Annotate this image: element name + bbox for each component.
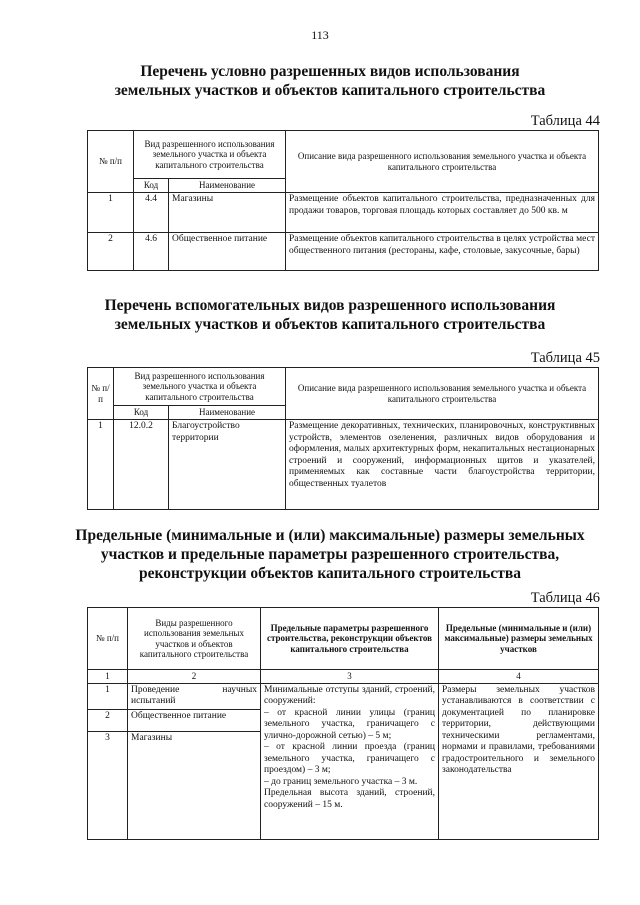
- header-num: № п/п: [88, 608, 128, 670]
- cell-num: 1: [88, 420, 114, 510]
- header-sizes: Предельные (минимальные и (или) максимальные) размеры земельных участков: [439, 608, 599, 670]
- cell-num: 1: [88, 193, 134, 233]
- header-description: Описание вида разрешенного использования земельного участка и объекта капитального строительства: [286, 368, 599, 420]
- cell-sizes: Размеры земельных участков устанавливаются в соответствии с документацией по планировке территории, действующими техническими регламентами, нормами и правилами, требованиями градостроительного и земельного законодательства: [439, 683, 599, 839]
- section3-title-line: участков и предельные параметры разрешенного строительства,: [100, 546, 560, 563]
- cell-params: [261, 683, 439, 839]
- section2-title: [60, 296, 600, 334]
- header-name: Наименование: [169, 179, 286, 193]
- cell-name: Проведение научных испытаний: [128, 683, 261, 709]
- cell-code: 4.4: [134, 193, 169, 233]
- cell-description: Размещение объектов капитального строительства в целях устройства мест общественного питания (рестораны, кафе, столовые, закусочные, бары): [286, 233, 599, 271]
- params-line: – до границ земельного участка – 3 м.: [264, 776, 418, 787]
- params-line: – от красной линии улицы (границ земельного участка, граничащего с улично-дорожной сетью) – 5 м;: [264, 707, 435, 741]
- table-row: [88, 683, 599, 709]
- table-row: [88, 420, 599, 510]
- header-num: № п/п: [88, 131, 134, 193]
- table44-label: Таблица 44: [530, 113, 600, 129]
- header-params: Предельные параметры разрешенного строительства, реконструкции объектов капитального строительства: [261, 608, 439, 670]
- cell-description: Размещение объектов капитального строительства, предназначенных для продажи товаров, торговая площадь которых составляет до 500 кв. м: [286, 193, 599, 233]
- cell-name: Общественное питание: [169, 233, 286, 271]
- section3-title-line: реконструкции объектов капитального строительства: [139, 565, 521, 582]
- table-44: [87, 130, 599, 271]
- section1-title: [60, 62, 600, 100]
- section3-title-line: Предельные (минимальные и (или) максимальные) размеры земельных: [75, 527, 585, 544]
- header-type-group: Вид разрешенного использования земельного участка и объекта капитального строительства: [134, 131, 286, 179]
- table-46: [87, 607, 599, 840]
- section3-title: [60, 526, 600, 583]
- cell-name: Магазины: [169, 193, 286, 233]
- header-description: Описание вида разрешенного использования земельного участка и объекта капитального строительства: [286, 131, 599, 193]
- table46-label: Таблица 46: [530, 590, 600, 606]
- section1-title-line: Перечень условно разрешенных видов использования: [140, 63, 520, 80]
- params-line: Предельная высота зданий, строений, сооружений – 15 м.: [264, 788, 435, 810]
- cell-num: 2: [88, 709, 128, 731]
- header-num: № п/п: [88, 368, 114, 420]
- section2-title-line: Перечень вспомогательных видов разрешенного использования: [104, 297, 556, 314]
- table-row: [88, 193, 599, 233]
- section1-title-line: земельных участков и объектов капитального строительства: [114, 82, 546, 99]
- header-code: Код: [114, 406, 169, 420]
- cell-name: Благоустройство территории: [169, 420, 286, 510]
- cell-name: Магазины: [128, 731, 261, 839]
- col-number: 1: [88, 670, 128, 684]
- header-name: Наименование: [169, 406, 286, 420]
- params-line: – от красной линии проезда (границ земельного участка, граничащего с проездом) – 3 м;: [264, 742, 435, 775]
- cell-code: 4.6: [134, 233, 169, 271]
- table-45: [87, 367, 599, 510]
- cell-code: 12.0.2: [114, 420, 169, 510]
- col-number: 4: [439, 670, 599, 684]
- table-row: [88, 233, 599, 271]
- col-number: 2: [128, 670, 261, 684]
- page-number: 113: [311, 28, 329, 42]
- params-line: Минимальные отступы зданий, строений, сооружений:: [264, 684, 435, 706]
- cell-description: Размещение декоративных, технических, планировочных, конструктивных устройств, элементов озеленения, различных видов оборудования и оформления, малых архитектурных форм, некапитальных нестационарных строений и сооружений, информационных щитов и указателей, применяемых как составные части благоустройства территории, общественных туалетов: [286, 420, 599, 510]
- header-code: Код: [134, 179, 169, 193]
- cell-name: Общественное питание: [128, 709, 261, 731]
- section2-title-line: земельных участков и объектов капитального строительства: [114, 316, 546, 333]
- header-type-group: Вид разрешенного использования земельного участка и объекта капитального строительства: [114, 368, 286, 406]
- col-number: 3: [261, 670, 439, 684]
- cell-num: 2: [88, 233, 134, 271]
- cell-num: 3: [88, 731, 128, 839]
- table45-label: Таблица 45: [530, 350, 600, 366]
- header-types: Виды разрешенного использования земельных участков и объектов капитального строительства: [128, 608, 261, 670]
- cell-num: 1: [88, 683, 128, 709]
